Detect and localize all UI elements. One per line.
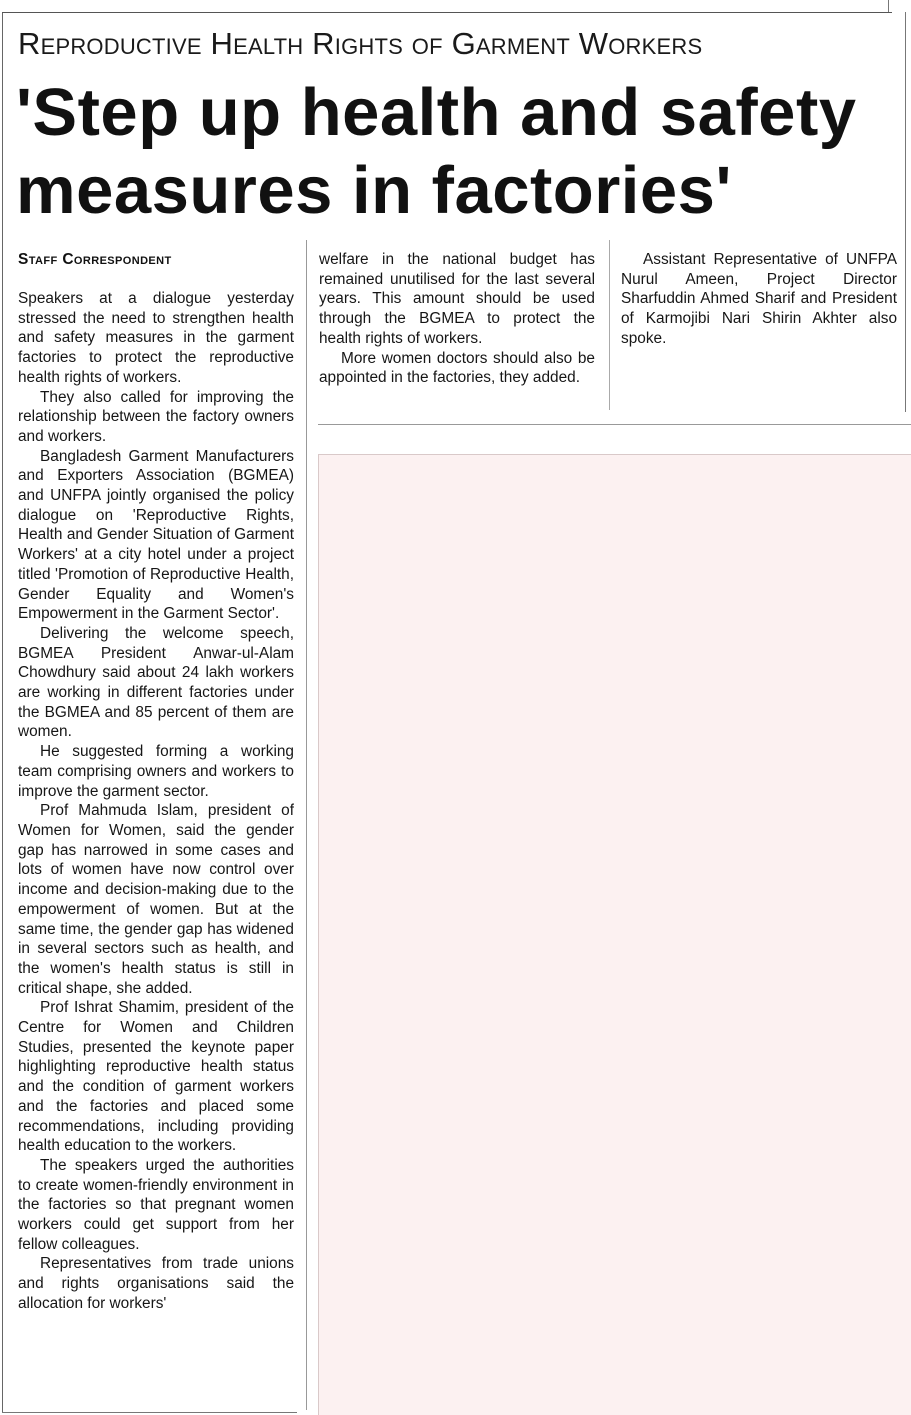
paragraph: Assistant Representative of UNFPA Nurul Ameen, Project Director Sharfuddin Ahmed Sharif and President of Karmojibi Nari Shirin Akhter also spoke. [621, 251, 897, 347]
clipping-border-bottom [2, 1412, 297, 1413]
paragraph: More women doctors should also be appointed in the factories, they added. [319, 349, 595, 387]
article-headline: 'Step up health and safety measures in factories' [16, 75, 857, 228]
paragraph: They also called for improving the relationship between the factory owners and workers. [18, 388, 294, 445]
clipping-border-left [2, 12, 3, 1412]
paragraph: Bangladesh Garment Manufacturers and Exporters Association (BGMEA) and UNFPA jointly organised the policy dialogue on 'Reproductive Rights, Health and Gender Situation of Garment Workers' at a city hotel under a project titled 'Promotion of Reproductive Health, Gender Equality and Women's Empowerment in the Garment Sector'. [18, 447, 294, 623]
clipping-border-top [2, 12, 892, 13]
paragraph: Prof Mahmuda Islam, president of Women for Women, said the gender gap has narrowed in some cases and lots of women have now control over income and decision-making due to the empowerment of women. But at the same time, the gender gap has widened in several sectors such as health, and the women's health status is still in critical shape, she added. [18, 802, 294, 997]
clipping-corner-mark [888, 0, 909, 12]
paragraph: Speakers at a dialogue yesterday stressed the need to strengthen health and safety measures in the garment factories to protect the reproductive health rights of workers. [18, 290, 294, 386]
article-column-1 [18, 289, 294, 1399]
article-column-2 [319, 250, 595, 410]
column-divider [609, 240, 610, 410]
paragraph: Prof Ishrat Shamim, president of the Centre for Women and Children Studies, presented the keynote paper highlighting reproductive health status and the condition of garment workers and the factories and placed some recommendations, including providing health education to the workers. [18, 999, 294, 1155]
paragraph: The speakers urged the authorities to create women-friendly environment in the factories so that pregnant women workers could get support from her fellow colleagues. [18, 1156, 294, 1253]
column-divider [306, 240, 307, 1410]
paragraph: He suggested forming a working team comprising owners and workers to improve the garment sector. [18, 743, 294, 800]
article-byline: Staff Correspondent [18, 251, 172, 268]
clipping-border-right [905, 12, 906, 412]
article-column-3 [621, 250, 897, 360]
blank-advert-area [318, 454, 911, 1415]
paragraph: Delivering the welcome speech, BGMEA President Anwar-ul-Alam Chowdhury said about 24 lakh workers are working in different factories under the BGMEA and 85 percent of them are women. [18, 624, 294, 741]
paragraph: Representatives from trade unions and rights organisations said the allocation for workers' [18, 1255, 294, 1312]
section-divider [318, 424, 911, 425]
paragraph: welfare in the national budget has remained unutilised for the last several years. This amount should be used through the BGMEA to protect the health rights of workers. [319, 251, 595, 347]
article-kicker: Reproductive Health Rights of Garment Workers [18, 26, 703, 61]
